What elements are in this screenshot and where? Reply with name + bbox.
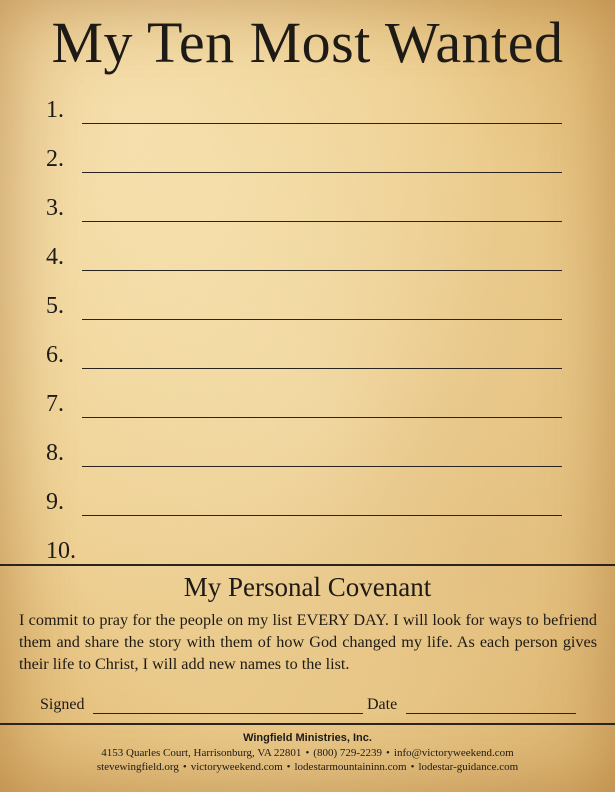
signed-label: Signed xyxy=(40,696,85,713)
list-number: 3. xyxy=(46,195,64,221)
list-item xyxy=(46,225,566,274)
name-blank[interactable] xyxy=(82,348,562,369)
org-name: Wingfield Ministries, Inc. xyxy=(243,732,372,744)
list-number: 7. xyxy=(46,391,64,417)
signature-line[interactable] xyxy=(93,713,363,714)
name-blank[interactable] xyxy=(82,544,562,565)
email-link[interactable]: info@victoryweekend.com xyxy=(393,746,514,759)
bullet-separator: • xyxy=(386,746,390,759)
signature-row xyxy=(40,694,580,718)
list-item xyxy=(46,519,566,568)
name-blank[interactable] xyxy=(82,495,562,516)
bullet-separator: • xyxy=(286,761,291,773)
address: 4153 Quarles Court, Harrisonburg, VA 22801 xyxy=(101,746,302,759)
name-blank[interactable] xyxy=(82,201,562,222)
list-item xyxy=(46,78,566,127)
website-link[interactable]: stevewingfield.org xyxy=(96,761,179,773)
list-item xyxy=(46,421,566,470)
list-number: 5. xyxy=(46,293,64,319)
name-blank[interactable] xyxy=(82,446,562,467)
name-blank[interactable] xyxy=(82,152,562,173)
list-item xyxy=(46,176,566,225)
date-line[interactable] xyxy=(406,713,576,714)
covenant-text: I commit to pray for the people on my list EVERY DAY. I will look for ways to befriend them and share the story with them of how God changed my life. As each person gives their life to Christ, I will add new names to the list. xyxy=(19,611,597,673)
name-blank[interactable] xyxy=(82,250,562,271)
name-blank[interactable] xyxy=(82,299,562,320)
list-number: 1. xyxy=(46,97,64,123)
bullet-separator: • xyxy=(410,761,415,773)
footer-divider xyxy=(0,723,615,725)
date-label: Date xyxy=(367,696,398,713)
bullet-separator: • xyxy=(305,746,310,759)
website-link[interactable]: lodestarmountaininn.com xyxy=(294,761,407,773)
list-number: 6. xyxy=(46,342,64,368)
websites-line xyxy=(0,760,615,775)
section-divider xyxy=(0,564,615,566)
phone: (800) 729-2239 xyxy=(313,746,383,759)
website-link[interactable]: lodestar-guidance.com xyxy=(418,761,519,773)
website-link[interactable]: victoryweekend.com xyxy=(190,761,283,773)
list-item xyxy=(46,323,566,372)
list-item xyxy=(46,274,566,323)
list-item xyxy=(46,372,566,421)
list-number: 8. xyxy=(46,440,64,466)
list-number: 9. xyxy=(46,489,64,515)
name-blank[interactable] xyxy=(82,103,562,124)
list-number: 2. xyxy=(46,146,64,172)
bullet-separator: • xyxy=(182,761,187,773)
list-number: 4. xyxy=(46,244,64,270)
list-item xyxy=(46,127,566,176)
name-blank[interactable] xyxy=(82,397,562,418)
footer xyxy=(0,731,615,775)
contact-line xyxy=(0,746,615,761)
covenant-title: My Personal Covenant xyxy=(183,572,432,602)
list-number: 10. xyxy=(46,538,76,564)
page-title: My Ten Most Wanted xyxy=(51,10,564,75)
wanted-list xyxy=(46,78,566,568)
list-item xyxy=(46,470,566,519)
